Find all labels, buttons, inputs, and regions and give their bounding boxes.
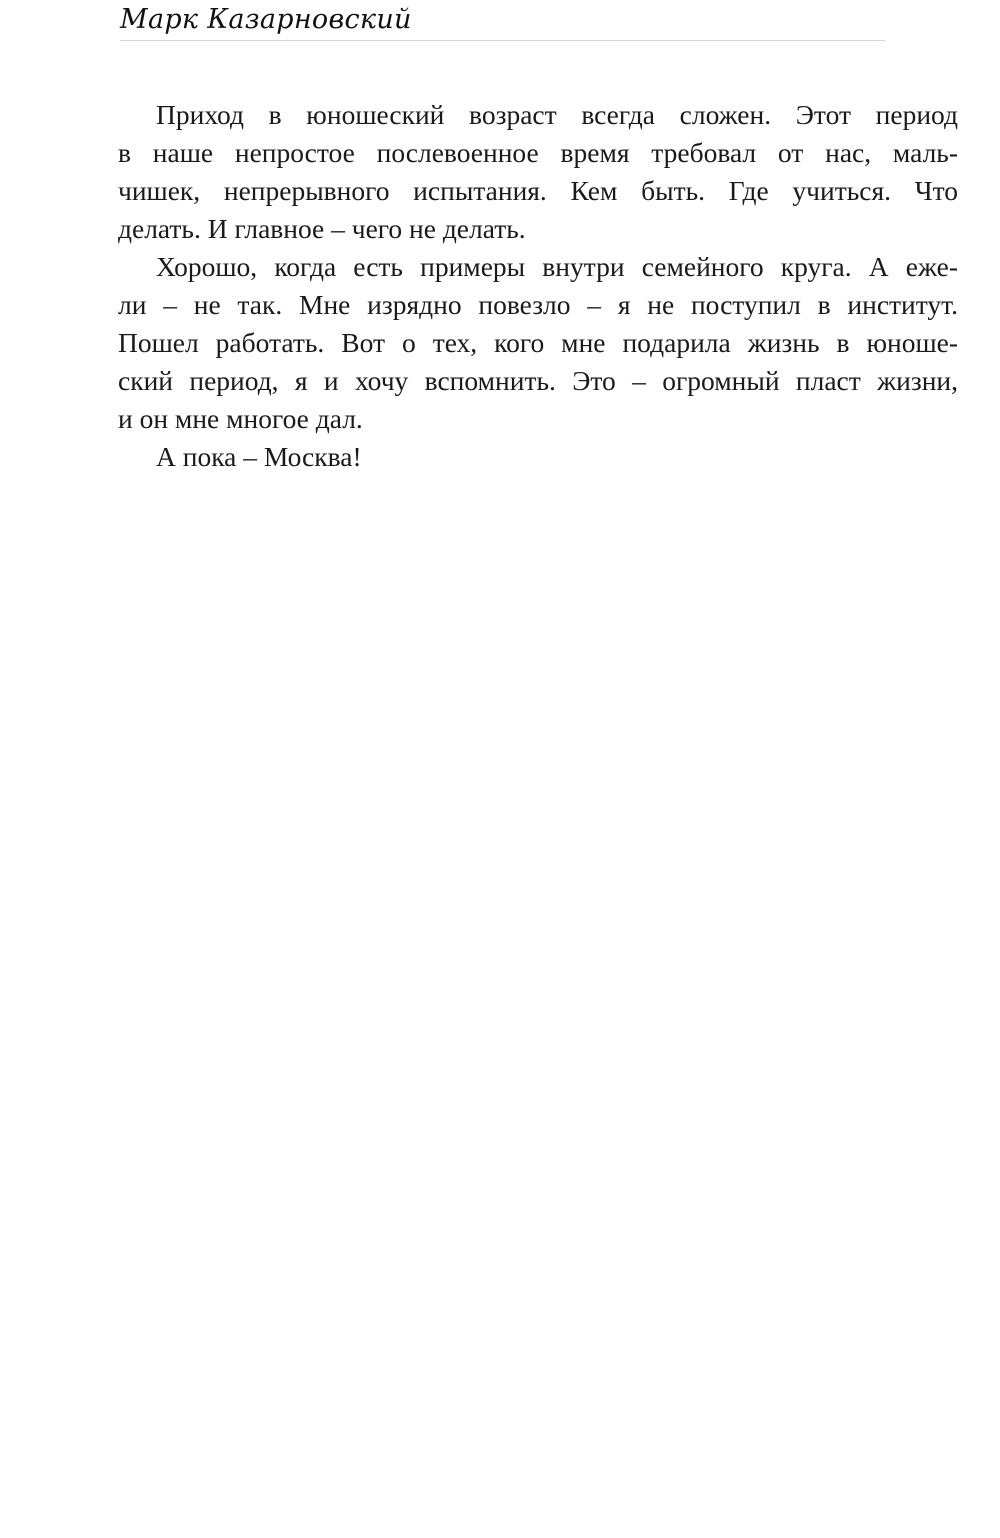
text-line: Пошел работать. Вот о тех, кого мне подарила жизнь в юноше- — [118, 327, 958, 358]
text-line: Приход в юношеский возраст всегда сложен. Этот период — [156, 99, 958, 130]
text-line: в наше непростое послевоенное время требовал от нас, маль- — [118, 137, 958, 168]
text-line: Хорошо, когда есть примеры внутри семейного круга. А еже- — [156, 251, 958, 282]
text-line: делать. И главное – чего не делать. — [118, 213, 526, 244]
body-text — [118, 96, 958, 476]
header-rule — [120, 40, 885, 41]
running-header — [120, 0, 900, 44]
text-line: ский период, я и хочу вспомнить. Это – огромный пласт жизни, — [118, 365, 958, 396]
paragraph — [118, 248, 958, 438]
paragraph — [118, 438, 958, 476]
text-line: и он мне многое дал. — [118, 403, 363, 434]
text-line: А пока – Москва! — [156, 441, 362, 472]
paragraph — [118, 96, 958, 248]
author-name: Марк Казарновский — [120, 4, 412, 35]
text-line: ли – не так. Мне изрядно повезло – я не поступил в институт. — [118, 289, 958, 320]
text-line: чишек, непрерывного испытания. Кем быть. Где учиться. Что — [118, 175, 958, 206]
